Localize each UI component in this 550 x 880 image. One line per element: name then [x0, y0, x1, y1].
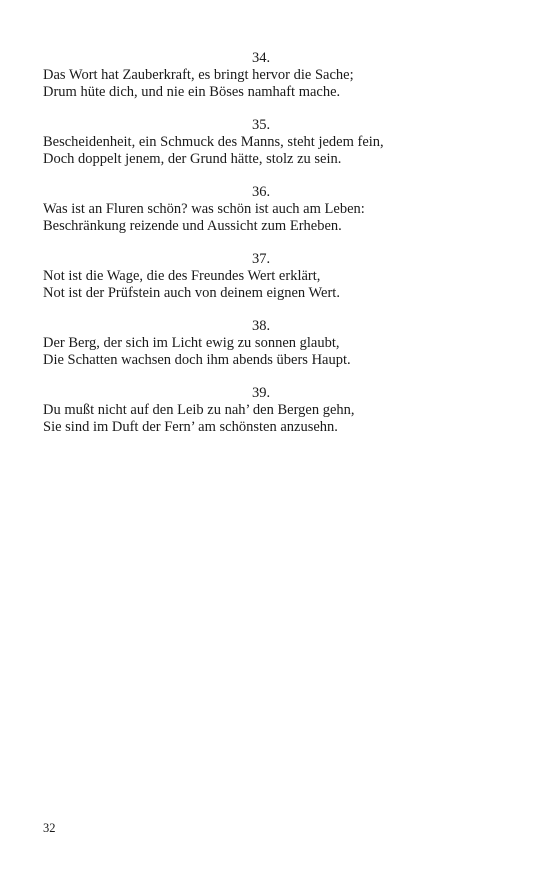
page-number: 32 [43, 821, 56, 835]
verse-line: Sie sind im Duft der Fern’ am schönsten anzusehn. [43, 419, 338, 435]
stanza-number: 39. [251, 385, 271, 401]
verse-line: Du mußt nicht auf den Leib zu nah’ den Bergen gehn, [43, 402, 355, 418]
stanza-number: 34. [251, 50, 271, 66]
verse-line: Drum hüte dich, und nie ein Böses namhaft mache. [43, 84, 341, 100]
verse-line: Not ist der Prüfstein auch von deinem eignen Wert. [43, 285, 340, 301]
verse-line: Doch doppelt jenem, der Grund hätte, stolz zu sein. [43, 151, 342, 167]
stanza-35 [43, 117, 479, 168]
stanza-39 [43, 385, 479, 436]
verse-line: Das Wort hat Zauberkraft, es bringt hervor die Sache; [43, 67, 354, 83]
stanza-37 [43, 251, 479, 302]
verse-line: Not ist die Wage, die des Freundes Wert erklärt, [43, 268, 321, 284]
stanza-number: 36. [251, 184, 271, 200]
stanza-38 [43, 318, 479, 369]
stanza-number: 35. [251, 117, 271, 133]
verse-line: Bescheidenheit, ein Schmuck des Manns, steht jedem fein, [43, 134, 384, 150]
stanza-number: 37. [251, 251, 271, 267]
stanza-36 [43, 184, 479, 235]
verse-line: Der Berg, der sich im Licht ewig zu sonnen glaubt, [43, 335, 340, 351]
poem-body [43, 50, 479, 452]
stanza-34 [43, 50, 479, 101]
verse-line: Die Schatten wachsen doch ihm abends übers Haupt. [43, 352, 351, 368]
verse-line: Was ist an Fluren schön? was schön ist auch am Leben: [43, 201, 365, 217]
stanza-number: 38. [251, 318, 271, 334]
verse-line: Beschränkung reizende und Aussicht zum Erheben. [43, 218, 342, 234]
